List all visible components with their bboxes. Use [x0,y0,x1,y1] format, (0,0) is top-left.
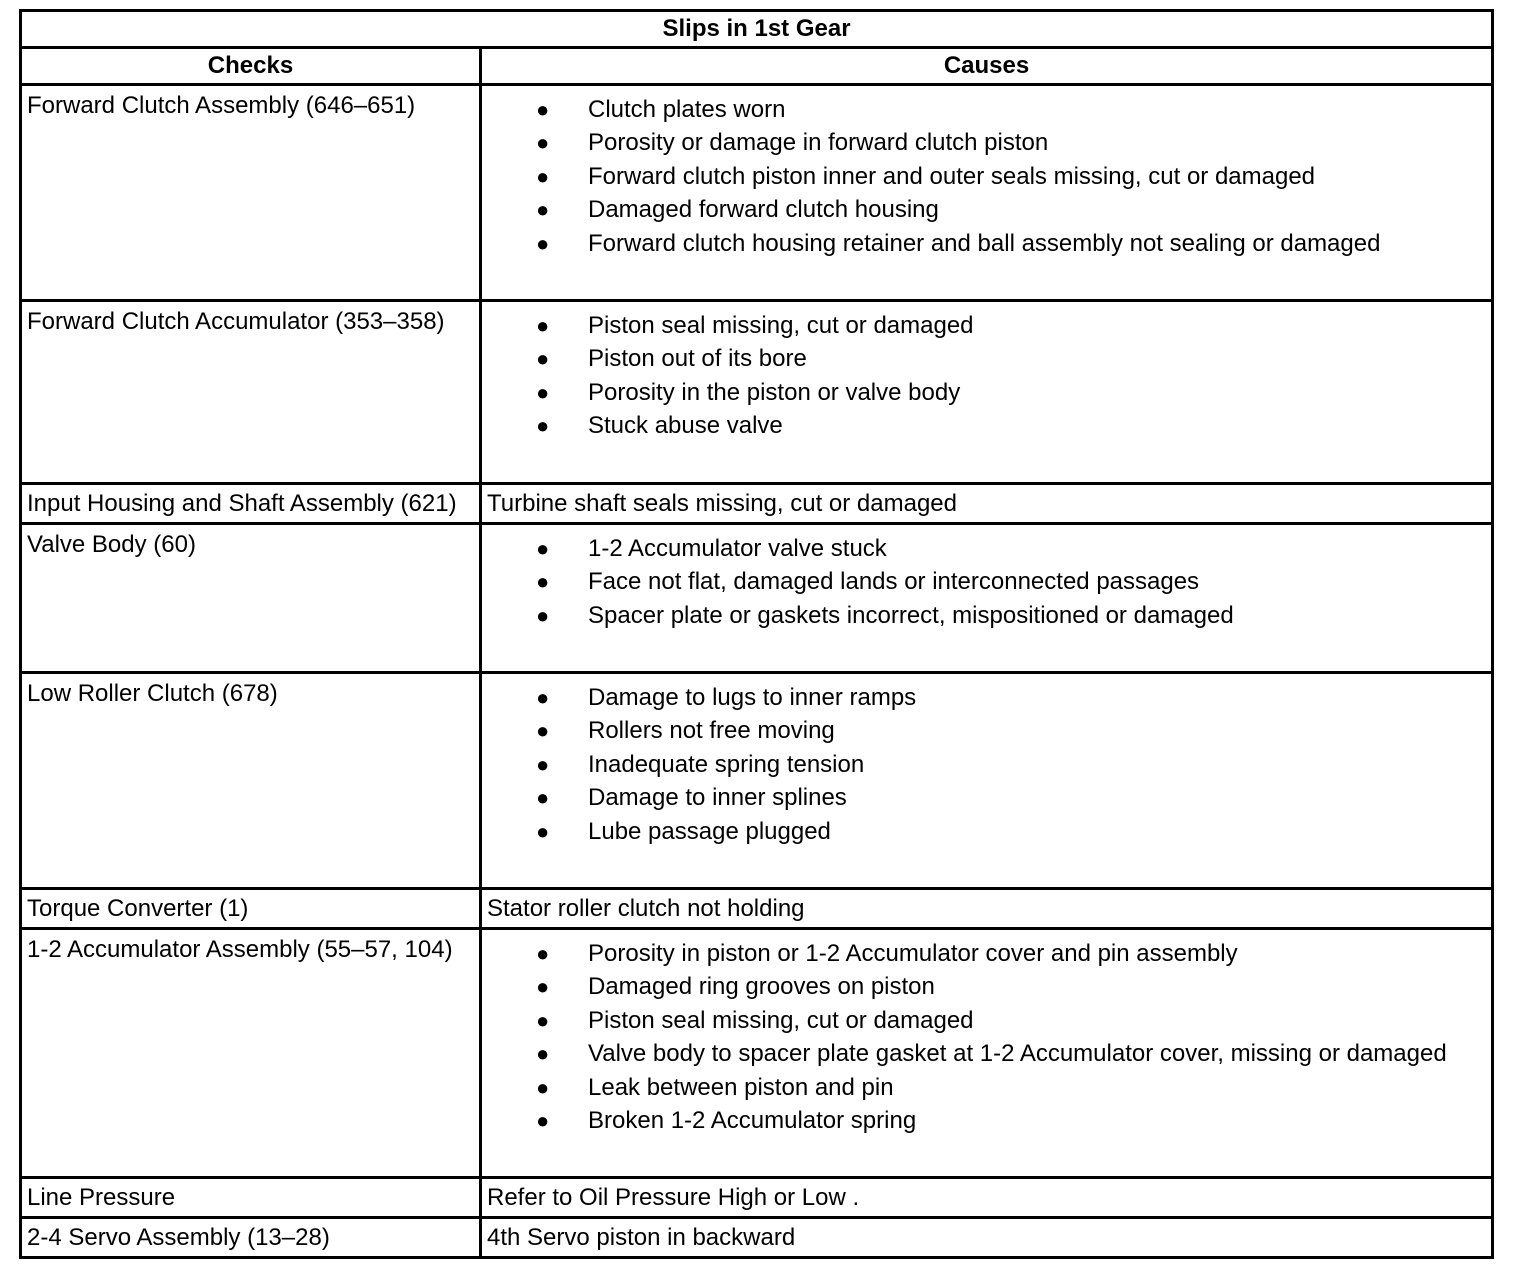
cause-item [482,818,1491,851]
bullet-icon: ● [536,379,550,405]
cause-item [482,535,1491,568]
bullet-icon: ● [536,1074,550,1100]
causes-header: Causes [481,48,1493,85]
bullet-icon: ● [536,602,550,628]
bullet-icon: ● [536,751,550,777]
check-cell: 2-4 Servo Assembly (13–28) [21,1218,481,1258]
cause-item [482,1007,1491,1040]
bullet-icon: ● [536,536,550,561]
bullet-icon: ● [536,941,550,966]
causes-cell [481,929,1493,1178]
header-row [21,48,1493,85]
checks-header: Checks [21,48,481,85]
cause-item-text: Porosity in piston or 1-2 Accumulator cover and pin assembly [588,940,1238,967]
title-row [21,11,1493,48]
cause-item-text: Damage to lugs to inner ramps [588,684,917,711]
table-row [21,1178,1493,1218]
cause-item-text: 1-2 Accumulator valve stuck [588,535,887,562]
causes-cell [481,673,1493,889]
cause-item-text: Clutch plates worn [588,96,786,123]
bullet-icon: ● [536,130,550,156]
cause-item [482,973,1491,1006]
cause-item-text: Damage to inner splines [588,784,847,812]
cause-item-text: Broken 1-2 Accumulator spring [588,1106,917,1134]
cause-item [482,230,1491,263]
causes-cell [481,524,1493,673]
cause-item [482,751,1491,784]
cause-item [482,196,1491,229]
check-cell: Input Housing and Shaft Assembly (621) [21,484,481,524]
bullet-icon: ● [536,313,550,338]
bullet-icon: ● [536,685,550,710]
cause-list [482,302,1491,446]
cause-item [482,379,1491,412]
cause-item [482,602,1491,635]
cause-item-text: Piston out of its bore [588,345,807,373]
cause-item-text: Piston seal missing, cut or damaged [588,312,974,339]
cause-text: Refer to Oil Pressure High or Low . [481,1178,1493,1218]
cause-item-text: Stuck abuse valve [588,412,783,440]
check-cell: Low Roller Clutch (678) [21,673,481,889]
cause-text: Turbine shaft seals missing, cut or damaged [481,484,1493,524]
bullet-icon: ● [536,346,550,372]
cause-item-text: Leak between piston and pin [588,1073,894,1101]
cause-item-text: Valve body to spacer plate gasket at 1-2 Accumulator cover, missing or damaged [588,1040,1447,1068]
cause-item-text: Piston seal missing, cut or damaged [588,1006,974,1034]
bullet-icon: ● [536,1107,550,1133]
cause-item [482,940,1491,973]
table-row [21,524,1493,673]
cause-item-text: Porosity in the piston or valve body [588,378,961,406]
bullet-icon: ● [536,974,550,1000]
cause-item [482,345,1491,378]
table-row [21,889,1493,929]
cause-item-text: Forward clutch housing retainer and ball assembly not sealing or damaged [588,229,1381,257]
cause-item-text: Damaged forward clutch housing [588,196,939,224]
cause-item-text: Porosity or damage in forward clutch piston [588,129,1049,157]
cause-text: 4th Servo piston in backward [481,1218,1493,1258]
cause-item-text: Face not flat, damaged lands or interconnected passages [588,568,1200,596]
cause-item-text: Forward clutch piston inner and outer seals missing, cut or damaged [588,162,1316,190]
bullet-icon: ● [536,1007,550,1033]
cause-item [482,717,1491,750]
bullet-icon: ● [536,97,550,122]
table-row [21,301,1493,484]
cause-item [482,312,1491,345]
cause-list [482,86,1491,263]
cause-item-text: Lube passage plugged [588,817,831,845]
cause-list [482,525,1491,635]
cause-list [482,930,1491,1140]
cause-text: Stator roller clutch not holding [481,889,1493,929]
bullet-icon: ● [536,230,550,256]
bullet-icon: ● [536,718,550,744]
check-cell: Torque Converter (1) [21,889,481,929]
cause-item [482,684,1491,717]
cause-item-text: Rollers not free moving [588,717,835,745]
table-row [21,85,1493,301]
cause-item [482,1074,1491,1107]
table-row [21,484,1493,524]
cause-item [482,784,1491,817]
causes-cell [481,301,1493,484]
table-row [21,1218,1493,1258]
diagnosis-table [19,9,1494,1259]
diagnosis-table-container [19,9,1491,1259]
table-row [21,673,1493,889]
bullet-icon: ● [536,1041,550,1067]
bullet-icon: ● [536,818,550,844]
causes-cell [481,85,1493,301]
cause-item-text: Inadequate spring tension [588,750,865,778]
cause-item-text: Damaged ring grooves on piston [588,973,935,1001]
table-row [21,929,1493,1178]
check-cell: Forward Clutch Assembly (646–651) [21,85,481,301]
bullet-icon: ● [536,197,550,223]
cause-item [482,412,1491,445]
cause-item [482,568,1491,601]
check-cell: Forward Clutch Accumulator (353–358) [21,301,481,484]
cause-item [482,96,1491,129]
bullet-icon: ● [536,413,550,439]
cause-item [482,1040,1491,1073]
cause-item-text: Spacer plate or gaskets incorrect, mispositioned or damaged [588,601,1234,629]
table-title: Slips in 1st Gear [21,11,1493,48]
bullet-icon: ● [536,163,550,189]
check-cell: Line Pressure [21,1178,481,1218]
check-cell: Valve Body (60) [21,524,481,673]
check-cell: 1-2 Accumulator Assembly (55–57, 104) [21,929,481,1178]
cause-item [482,1107,1491,1140]
cause-item [482,129,1491,162]
bullet-icon: ● [536,785,550,811]
cause-list [482,674,1491,851]
bullet-icon: ● [536,569,550,595]
cause-item [482,163,1491,196]
